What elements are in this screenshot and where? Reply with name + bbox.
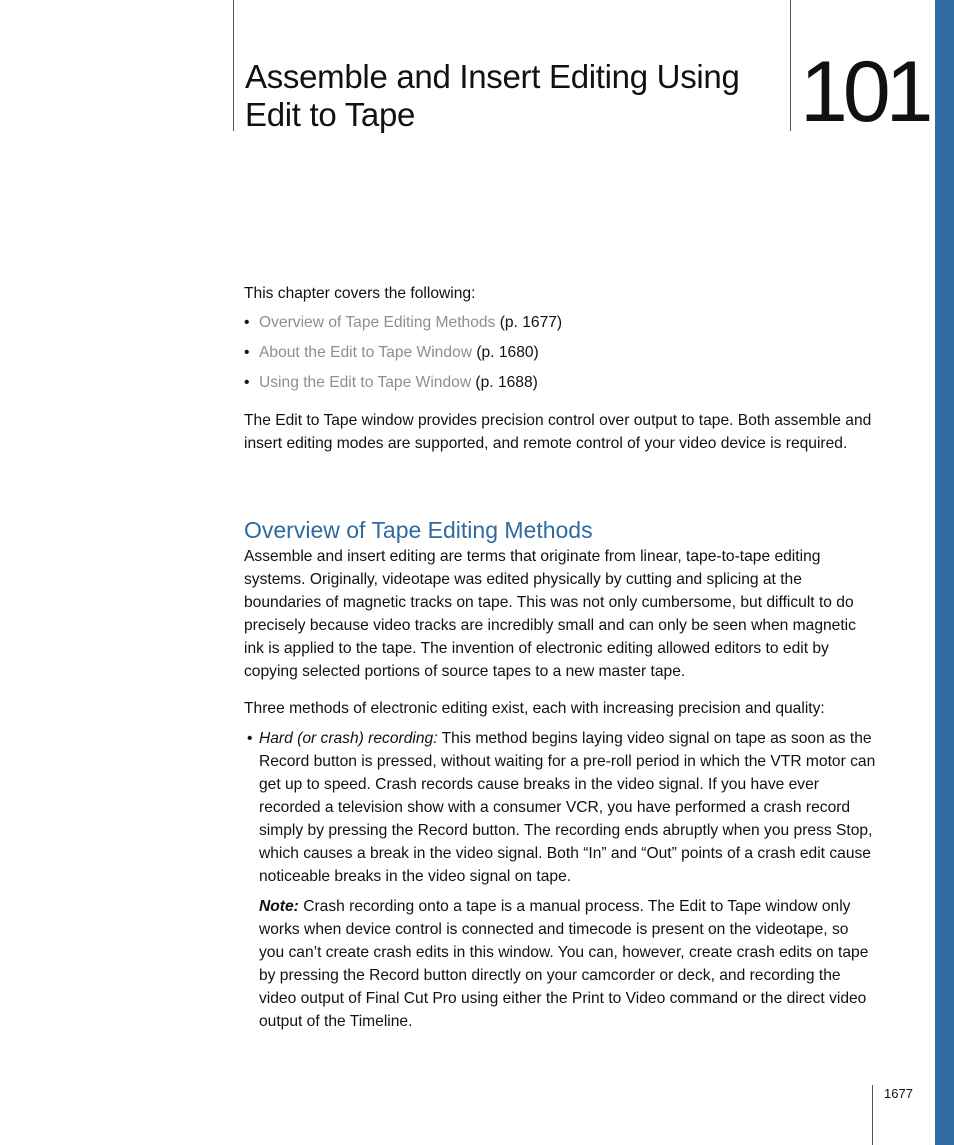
bullet-icon: •	[247, 730, 253, 747]
toc-item	[244, 338, 884, 368]
title-right-rule	[790, 0, 791, 131]
toc-page-ref: (p. 1688)	[475, 374, 538, 391]
chapter-side-tab	[935, 0, 954, 1145]
chapter-title	[245, 58, 785, 134]
method-item-lead: Hard (or crash) recording:	[259, 730, 438, 747]
bullet-icon: •	[244, 344, 250, 361]
chapter-title-line-2: Edit to Tape	[245, 96, 416, 133]
intro-paragraph: The Edit to Tape window provides precision control over output to tape. Both assemble and insert editing modes are supported, and remote control of your video device is required.	[244, 412, 872, 452]
note-block	[259, 895, 877, 1033]
toc-link-about-window[interactable]: About the Edit to Tape Window	[259, 344, 472, 361]
bullet-icon: •	[244, 314, 250, 331]
chapter-number: 101	[800, 44, 929, 140]
section-paragraph-2: Three methods of electronic editing exist, each with increasing precision and quality:	[244, 700, 825, 717]
footer-rule	[872, 1085, 873, 1145]
method-item-body: This method begins laying video signal on tape as soon as the Record button is pressed, without waiting for a pre-roll period in which the VTR motor can get up to speed. Crash records cause breaks in the video signal. If you have ever recorded a television show with a consumer VCR, you have performed a crash record simply by pressing the Record button. The recording ends abruptly when you press Stop, which causes a break in the video signal. Both “In” and “Out” points of a crash edit cause noticeable breaks in the video signal on tape.	[259, 730, 876, 885]
chapter-toc-list	[244, 308, 884, 398]
toc-page-ref: (p. 1680)	[476, 344, 539, 361]
toc-item	[244, 368, 884, 398]
note-text: Crash recording onto a tape is a manual process. The Edit to Tape window only works when device control is connected and timecode is present on the videotape, so you can’t create crash edits in this window. You can, however, create crash edits on tape by pressing the Record button directly on your camcorder or deck, and recording the video output of Final Cut Pro using either the Print to Video command or the direct video output of the Timeline.	[259, 898, 869, 1030]
note-label: Note:	[259, 898, 299, 915]
method-item-text	[259, 727, 877, 888]
toc-item	[244, 308, 884, 338]
section-heading: Overview of Tape Editing Methods	[244, 517, 593, 543]
title-left-rule	[233, 0, 234, 131]
intro-lead: This chapter covers the following:	[244, 285, 476, 302]
toc-link-overview[interactable]: Overview of Tape Editing Methods	[259, 314, 496, 331]
chapter-title-line-1: Assemble and Insert Editing Using	[245, 58, 740, 95]
toc-page-ref: (p. 1677)	[499, 314, 563, 331]
bullet-icon: •	[244, 374, 250, 391]
method-list-item	[244, 727, 884, 888]
toc-link-using-window[interactable]: Using the Edit to Tape Window	[259, 374, 472, 391]
section-paragraph-1: Assemble and insert editing are terms that originate from linear, tape-to-tape editing systems. Originally, videotape was edited physically by cutting and splicing at the boundaries of magnetic tracks on tape. This was not only cumbersome, but difficult to do precisely because video tracks are incredibly small and can only be seen when magnetic ink is applied to the tape. The invention of electronic editing allowed editors to edit by copying selected portions of source tapes to a new master tape.	[244, 548, 856, 680]
page-number: 1677	[884, 1086, 913, 1101]
